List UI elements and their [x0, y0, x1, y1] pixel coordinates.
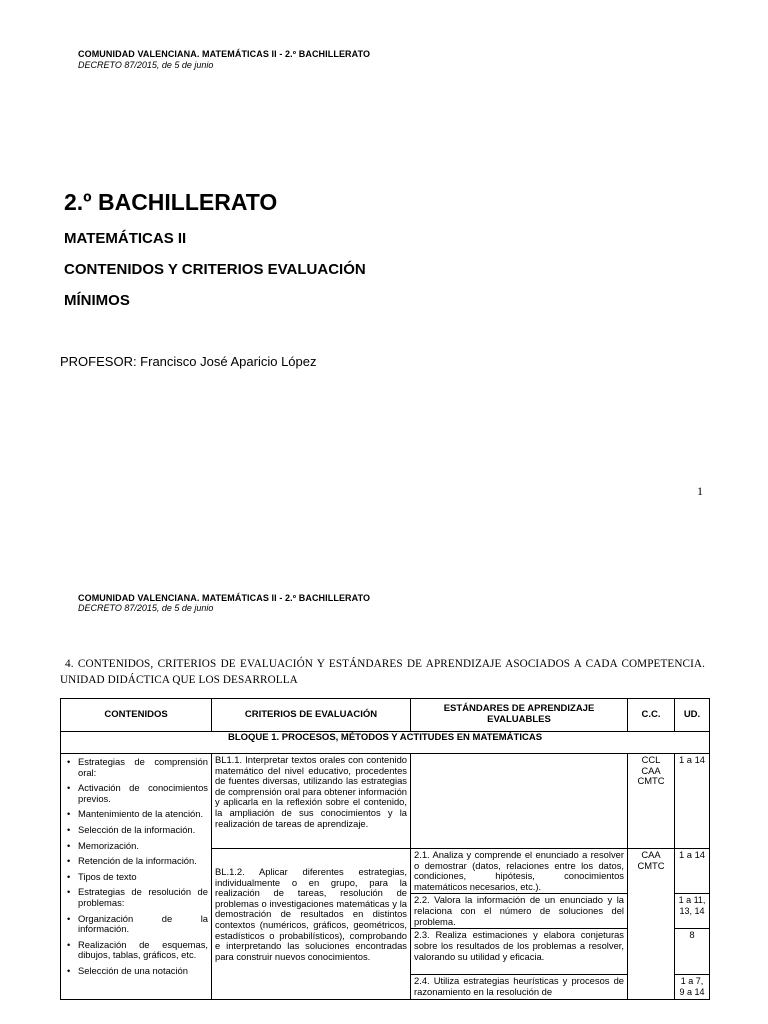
unit-cell: 1 a 14 [675, 754, 710, 849]
subtitle-minimums: MÍNIMOS [64, 292, 130, 309]
unit-cell: 8 [675, 929, 710, 975]
list-item: • Selección de una notación [64, 966, 208, 977]
subject-title: MATEMÁTICAS II [64, 230, 187, 247]
header-units: UD. [675, 699, 710, 732]
list-item: • Memorización. [64, 841, 208, 852]
standard-cell-empty [411, 754, 628, 849]
competency-cell: CCL CAA CMTC [628, 754, 675, 849]
contents-cell [61, 754, 212, 1000]
table-header-row [61, 699, 710, 732]
curriculum-table [60, 698, 710, 1000]
block-title-row [61, 732, 710, 754]
list-item: • Mantenimiento de la atención. [64, 809, 208, 820]
header-criteria: CRITERIOS DE EVALUACIÓN [212, 699, 411, 732]
standard-cell: 2.2. Valora la información de un enunciado y la relaciona con el número de soluciones del problema. [411, 894, 628, 929]
page-title: 2.º BACHILLERATO [64, 189, 278, 215]
list-item: • Activación de conocimientos previos. [64, 783, 208, 804]
list-item: • Retención de la información. [64, 856, 208, 867]
standard-cell: 2.1. Analiza y comprende el enunciado a resolver o demostrar (datos, relaciones entre los datos, condiciones, hipótesis, conocimientos matemáticos necesarios, etc.). [411, 849, 628, 894]
contents-list [64, 757, 208, 977]
standard-cell: 2.3. Realiza estimaciones y elabora conjeturas sobre los resultados de los problemas a resolver, valorando su utilidad y eficacia. [411, 929, 628, 975]
page2-header-title: COMUNIDAD VALENCIANA. MATEMÁTICAS II - 2.º BACHILLERATO [78, 593, 371, 603]
teacher-name: PROFESOR: Francisco José Aparicio López [60, 354, 317, 369]
standard-cell: 2.4. Utiliza estrategias heurísticas y procesos de razonamiento en la resolución de [411, 975, 628, 999]
list-item: • Organización de la información. [64, 914, 208, 935]
criterion-cell: BL.1.2. Aplicar diferentes estrategias, individualmente o en grupo, para la realización de tareas, resolución de problemas o investigaciones matemáticas y la demostración de resultados en distintos contextos (numéricos, gráficos, geométricos, estadísticos o probabilísticos), comprobando e interpretando las soluciones encontradas para construir nuevos conocimientos. [212, 849, 411, 1000]
unit-cell: 1 a 11, 13, 14 [675, 894, 710, 929]
criterion-cell: BL1.1. Interpretar textos orales con contenido matemático del nivel educativo, procedentes de fuentes diversas, utilizando las estrategias de comprensión oral para obtener información y aplicarla en la reflexión sobre el contenido, la ampliación de sus conocimientos y la realización de tareas de aprendizaje. [212, 754, 411, 849]
competency-cell: CAA CMTC [628, 849, 675, 1000]
header-standards: ESTÁNDARES DE APRENDIZAJE EVALUABLES [411, 699, 628, 732]
page1-header-title: COMUNIDAD VALENCIANA. MATEMÁTICAS II - 2.º BACHILLERATO [78, 49, 371, 59]
page2-header-decree: DECRETO 87/2015, de 5 de junio [78, 603, 214, 613]
table-row [61, 754, 710, 849]
header-competencies: C.C. [628, 699, 675, 732]
unit-cell: 1 a 14 [675, 849, 710, 894]
unit-cell: 1 a 7, 9 a 14 [675, 975, 710, 999]
block-title: BLOQUE 1. PROCESOS, MÉTODOS Y ACTITUDES EN MATEMÁTICAS [61, 732, 710, 754]
list-item: • Realización de esquemas, dibujos, tablas, gráficos, etc. [64, 940, 208, 961]
page1-header-decree: DECRETO 87/2015, de 5 de junio [78, 60, 214, 70]
header-contents: CONTENIDOS [61, 699, 212, 732]
subtitle-contents: CONTENIDOS Y CRITERIOS EVALUACIÓN [64, 261, 366, 278]
list-item: • Selección de la información. [64, 825, 208, 836]
page-number: 1 [697, 484, 703, 498]
list-item: • Estrategias de resolución de problemas: [64, 887, 208, 908]
list-item: • Estrategias de comprensión oral: [64, 757, 208, 778]
section-heading: 4. CONTENIDOS, CRITERIOS DE EVALUACIÓN Y ESTÁNDARES DE APRENDIZAJE ASOCIADOS A CADA COMPETENCIA. UNIDAD DIDÁCTICA QUE LOS DESARROLLA [60, 658, 705, 686]
list-item: • Tipos de texto [64, 872, 208, 883]
